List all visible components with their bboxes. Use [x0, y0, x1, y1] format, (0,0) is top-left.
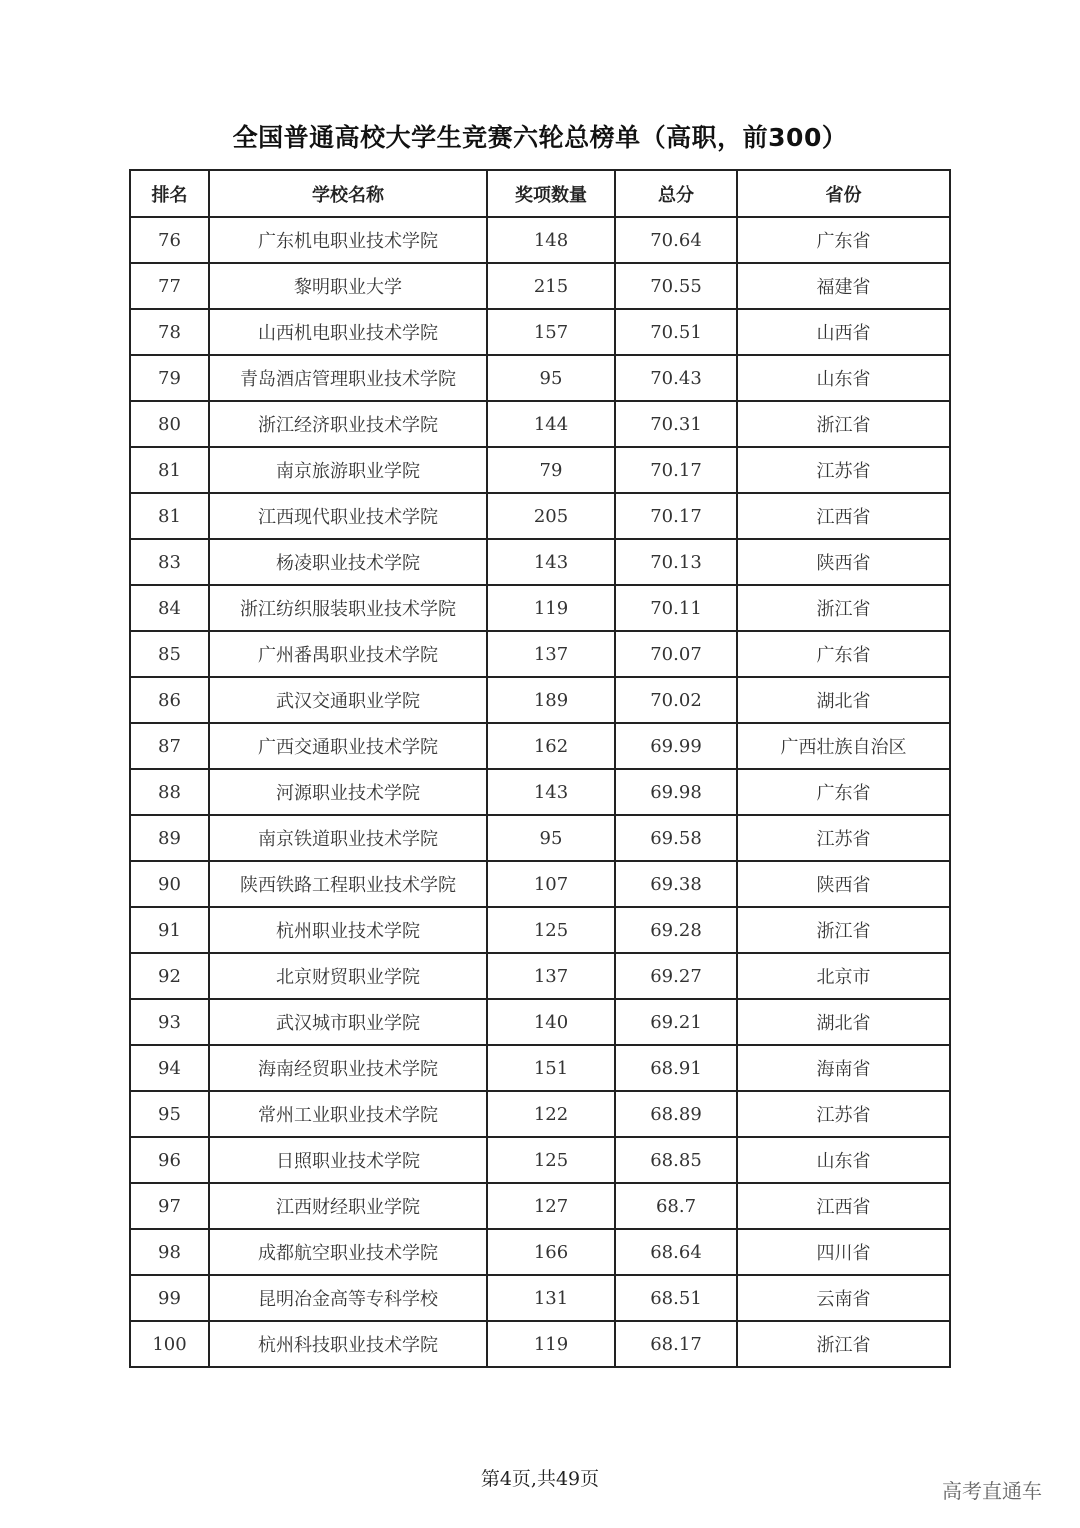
table-row [130, 493, 950, 539]
cell-award-count: 119 [487, 1321, 615, 1367]
cell-award-count: 79 [487, 447, 615, 493]
cell-award-count: 119 [487, 585, 615, 631]
cell-award-count: 189 [487, 677, 615, 723]
cell-award-count: 107 [487, 861, 615, 907]
table-row [130, 861, 950, 907]
cell-rank: 83 [130, 539, 209, 585]
watermark: 高考直通车 [942, 1479, 1042, 1503]
table-row [130, 217, 950, 263]
cell-award-count: 127 [487, 1183, 615, 1229]
cell-award-count: 205 [487, 493, 615, 539]
table-row [130, 1091, 950, 1137]
cell-rank: 91 [130, 907, 209, 953]
cell-province: 四川省 [737, 1229, 950, 1275]
cell-school-name: 昆明冶金高等专科学校 [209, 1275, 487, 1321]
cell-rank: 89 [130, 815, 209, 861]
cell-rank: 96 [130, 1137, 209, 1183]
cell-award-count: 122 [487, 1091, 615, 1137]
cell-total-score: 69.58 [615, 815, 737, 861]
cell-rank: 78 [130, 309, 209, 355]
cell-rank: 95 [130, 1091, 209, 1137]
table-header-row [130, 170, 950, 217]
cell-award-count: 125 [487, 907, 615, 953]
cell-province: 广东省 [737, 631, 950, 677]
cell-school-name: 河源职业技术学院 [209, 769, 487, 815]
cell-rank: 81 [130, 447, 209, 493]
page-number: 第4页,共49页 [480, 1468, 600, 1490]
cell-award-count: 144 [487, 401, 615, 447]
cell-province: 江苏省 [737, 1091, 950, 1137]
cell-total-score: 70.64 [615, 217, 737, 263]
table-row [130, 539, 950, 585]
cell-rank: 99 [130, 1275, 209, 1321]
table-body [130, 217, 950, 1367]
cell-award-count: 131 [487, 1275, 615, 1321]
cell-province: 浙江省 [737, 1321, 950, 1367]
header-rank: 排名 [130, 170, 209, 217]
table-row [130, 1183, 950, 1229]
table-row [130, 447, 950, 493]
cell-total-score: 70.02 [615, 677, 737, 723]
cell-award-count: 137 [487, 631, 615, 677]
table-row [130, 723, 950, 769]
cell-total-score: 68.89 [615, 1091, 737, 1137]
cell-province: 湖北省 [737, 999, 950, 1045]
cell-award-count: 143 [487, 769, 615, 815]
cell-award-count: 162 [487, 723, 615, 769]
cell-total-score: 69.98 [615, 769, 737, 815]
cell-total-score: 70.51 [615, 309, 737, 355]
cell-province: 山西省 [737, 309, 950, 355]
cell-school-name: 北京财贸职业学院 [209, 953, 487, 999]
cell-total-score: 69.99 [615, 723, 737, 769]
cell-school-name: 日照职业技术学院 [209, 1137, 487, 1183]
cell-total-score: 68.91 [615, 1045, 737, 1091]
table-row [130, 769, 950, 815]
cell-total-score: 69.21 [615, 999, 737, 1045]
cell-award-count: 95 [487, 355, 615, 401]
cell-total-score: 70.31 [615, 401, 737, 447]
table-row [130, 953, 950, 999]
cell-province: 陕西省 [737, 539, 950, 585]
cell-school-name: 广西交通职业技术学院 [209, 723, 487, 769]
cell-award-count: 143 [487, 539, 615, 585]
table-row [130, 585, 950, 631]
table-row [130, 1137, 950, 1183]
cell-total-score: 70.07 [615, 631, 737, 677]
cell-total-score: 69.27 [615, 953, 737, 999]
cell-province: 浙江省 [737, 907, 950, 953]
cell-school-name: 广州番禺职业技术学院 [209, 631, 487, 677]
cell-rank: 93 [130, 999, 209, 1045]
cell-school-name: 江西财经职业学院 [209, 1183, 487, 1229]
cell-school-name: 海南经贸职业技术学院 [209, 1045, 487, 1091]
cell-province: 云南省 [737, 1275, 950, 1321]
cell-total-score: 69.38 [615, 861, 737, 907]
cell-rank: 92 [130, 953, 209, 999]
cell-rank: 86 [130, 677, 209, 723]
cell-award-count: 215 [487, 263, 615, 309]
cell-province: 江西省 [737, 493, 950, 539]
ranking-table [129, 169, 951, 1368]
table-row [130, 263, 950, 309]
cell-rank: 81 [130, 493, 209, 539]
table-row [130, 999, 950, 1045]
cell-school-name: 杨凌职业技术学院 [209, 539, 487, 585]
cell-province: 江苏省 [737, 815, 950, 861]
cell-province: 广东省 [737, 769, 950, 815]
cell-rank: 94 [130, 1045, 209, 1091]
cell-school-name: 广东机电职业技术学院 [209, 217, 487, 263]
cell-school-name: 成都航空职业技术学院 [209, 1229, 487, 1275]
cell-school-name: 武汉交通职业学院 [209, 677, 487, 723]
cell-total-score: 70.17 [615, 447, 737, 493]
cell-province: 江西省 [737, 1183, 950, 1229]
cell-province: 山东省 [737, 355, 950, 401]
cell-award-count: 166 [487, 1229, 615, 1275]
cell-award-count: 151 [487, 1045, 615, 1091]
table-row [130, 1045, 950, 1091]
cell-award-count: 125 [487, 1137, 615, 1183]
cell-rank: 97 [130, 1183, 209, 1229]
table-row [130, 355, 950, 401]
header-award-count: 奖项数量 [487, 170, 615, 217]
cell-award-count: 137 [487, 953, 615, 999]
cell-province: 海南省 [737, 1045, 950, 1091]
cell-rank: 77 [130, 263, 209, 309]
table-row [130, 815, 950, 861]
cell-rank: 79 [130, 355, 209, 401]
cell-school-name: 杭州职业技术学院 [209, 907, 487, 953]
cell-school-name: 青岛酒店管理职业技术学院 [209, 355, 487, 401]
table-row [130, 631, 950, 677]
cell-rank: 80 [130, 401, 209, 447]
cell-total-score: 68.85 [615, 1137, 737, 1183]
cell-school-name: 江西现代职业技术学院 [209, 493, 487, 539]
cell-school-name: 陕西铁路工程职业技术学院 [209, 861, 487, 907]
cell-school-name: 山西机电职业技术学院 [209, 309, 487, 355]
cell-rank: 98 [130, 1229, 209, 1275]
cell-school-name: 常州工业职业技术学院 [209, 1091, 487, 1137]
cell-rank: 85 [130, 631, 209, 677]
cell-award-count: 95 [487, 815, 615, 861]
cell-rank: 84 [130, 585, 209, 631]
cell-award-count: 140 [487, 999, 615, 1045]
table-row [130, 401, 950, 447]
cell-total-score: 70.17 [615, 493, 737, 539]
table-row [130, 1275, 950, 1321]
cell-school-name: 杭州科技职业技术学院 [209, 1321, 487, 1367]
cell-school-name: 南京铁道职业技术学院 [209, 815, 487, 861]
cell-province: 浙江省 [737, 401, 950, 447]
cell-total-score: 68.7 [615, 1183, 737, 1229]
header-province: 省份 [737, 170, 950, 217]
header-total-score: 总分 [615, 170, 737, 217]
cell-province: 江苏省 [737, 447, 950, 493]
cell-school-name: 浙江经济职业技术学院 [209, 401, 487, 447]
cell-school-name: 武汉城市职业学院 [209, 999, 487, 1045]
cell-rank: 90 [130, 861, 209, 907]
cell-province: 陕西省 [737, 861, 950, 907]
cell-total-score: 70.11 [615, 585, 737, 631]
cell-rank: 100 [130, 1321, 209, 1367]
page-title: 全国普通高校大学生竞赛六轮总榜单（高职，前300） [232, 123, 848, 152]
cell-total-score: 69.28 [615, 907, 737, 953]
cell-total-score: 68.64 [615, 1229, 737, 1275]
table-row [130, 309, 950, 355]
cell-province: 湖北省 [737, 677, 950, 723]
cell-award-count: 157 [487, 309, 615, 355]
cell-rank: 88 [130, 769, 209, 815]
cell-total-score: 68.51 [615, 1275, 737, 1321]
cell-province: 山东省 [737, 1137, 950, 1183]
cell-province: 广西壮族自治区 [737, 723, 950, 769]
cell-province: 浙江省 [737, 585, 950, 631]
cell-school-name: 南京旅游职业学院 [209, 447, 487, 493]
cell-school-name: 黎明职业大学 [209, 263, 487, 309]
cell-province: 广东省 [737, 217, 950, 263]
cell-award-count: 148 [487, 217, 615, 263]
table-row [130, 677, 950, 723]
cell-school-name: 浙江纺织服装职业技术学院 [209, 585, 487, 631]
table-row [130, 907, 950, 953]
cell-province: 福建省 [737, 263, 950, 309]
cell-total-score: 70.55 [615, 263, 737, 309]
cell-rank: 76 [130, 217, 209, 263]
cell-total-score: 70.13 [615, 539, 737, 585]
cell-province: 北京市 [737, 953, 950, 999]
cell-total-score: 68.17 [615, 1321, 737, 1367]
cell-rank: 87 [130, 723, 209, 769]
cell-total-score: 70.43 [615, 355, 737, 401]
table-row [130, 1321, 950, 1367]
table-row [130, 1229, 950, 1275]
header-school-name: 学校名称 [209, 170, 487, 217]
